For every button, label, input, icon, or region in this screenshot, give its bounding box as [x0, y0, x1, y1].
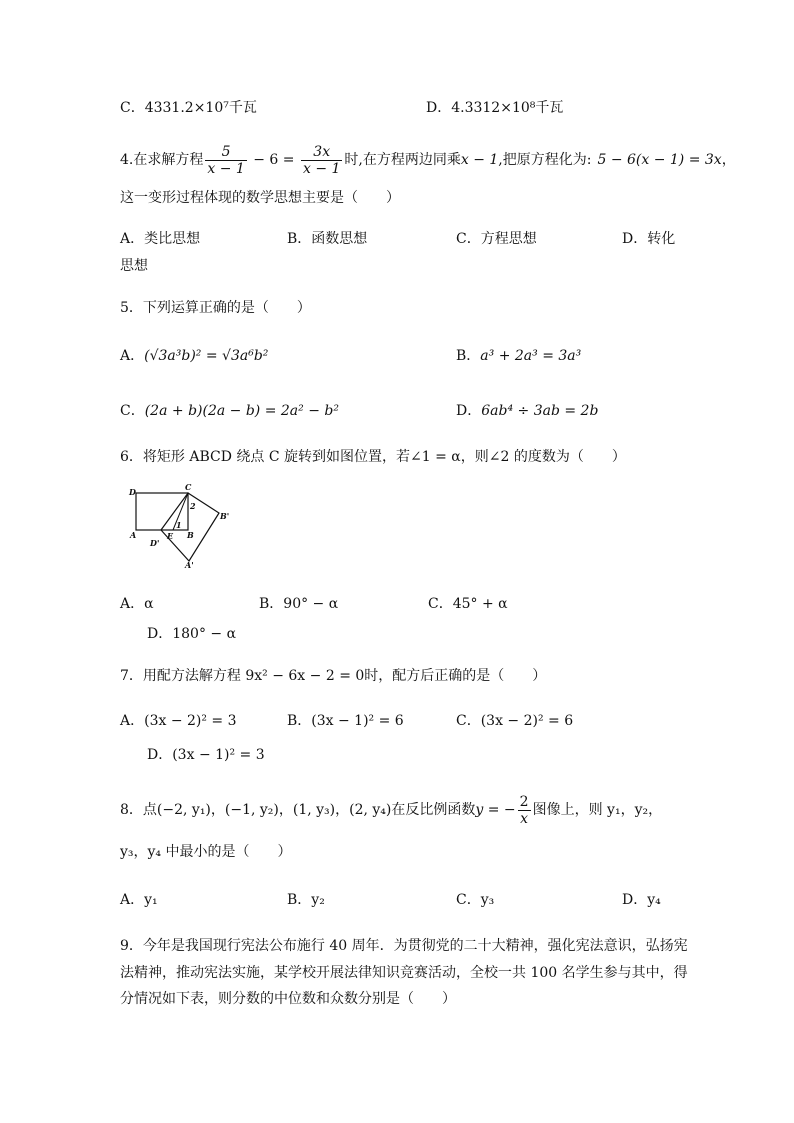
label-B: B — [187, 530, 194, 540]
q8-func-den: x — [520, 810, 529, 827]
q5-label-d: D． — [456, 403, 482, 419]
label-A: A — [130, 530, 137, 540]
q4-option-b: B．函数思想 — [287, 231, 368, 247]
q6-option-c: C．45° + α — [428, 596, 508, 612]
label-angle-2: 2 — [190, 501, 196, 511]
label-D: D — [129, 487, 136, 497]
q6-option-b: B．90° − α — [259, 596, 339, 612]
q5-label-a: A． — [120, 348, 145, 364]
q4-stem: 4.在求解方程 $\frac{5}{x - 1}$ − 6 = $\frac{3x}{x - 1}$ 时,在方程两边同乘x − 1,把原方程化为: 5 − 6(x − 1) = 3x， — [120, 143, 736, 177]
q7-option-c: C．(3x − 2)² = 6 — [456, 713, 574, 729]
q4-option-d: D．转化 — [622, 231, 676, 247]
rectangle-rotation-figure — [126, 484, 236, 570]
q4-stem-post: ,把原方程化为: — [498, 152, 592, 168]
q5-option-c — [120, 402, 339, 420]
q5-expr-a: (√3a³b)² = √3a⁶b² — [144, 348, 269, 364]
q9-line-3: 分情况如下表，则分数的中位数和众数分别是（ ） — [120, 991, 456, 1007]
label-D-prime: D' — [150, 538, 160, 548]
q8-option-d: D．y₄ — [622, 892, 661, 908]
q3-option-d: D．4.3312×10⁸千瓦 — [426, 100, 564, 116]
q4-result: 5 − 6(x − 1) = 3x — [597, 152, 722, 168]
q5-expr-c: (2a + b)(2a − b) = 2a² − b² — [144, 403, 339, 419]
q5-option-d — [456, 402, 598, 420]
q4-fraction-right: $\frac{3x}{x - 1}$ — [302, 143, 341, 177]
q6-stem: 6．将矩形 ABCD 绕点 C 旋转到如图位置，若∠1 = α，则∠2 的度数为（ ） — [120, 449, 626, 465]
q8-func-lhs: y = − — [475, 802, 516, 818]
q8-option-b: B．y₂ — [287, 892, 325, 908]
label-E: E — [167, 531, 174, 541]
label-C: C — [185, 484, 192, 492]
q5-label-b: B． — [456, 348, 481, 364]
q4-option-c: C．方程思想 — [456, 231, 537, 247]
q7-option-d: D．(3x − 1)² = 3 — [147, 747, 265, 763]
q4-line2: 这一变形过程体现的数学思想主要是（ ） — [120, 190, 400, 206]
q5-stem: 5．下列运算正确的是（ ） — [120, 300, 311, 316]
label-angle-1: 1 — [176, 520, 182, 530]
q5-option-a — [120, 347, 268, 365]
q5-expr-d: 6ab⁴ ÷ 3ab = 2b — [481, 403, 599, 419]
q5-label-c: C． — [120, 403, 145, 419]
q8-line2: y₃，y₄ 中最小的是（ ） — [120, 844, 292, 860]
q9-line-1: 9．今年是我国现行宪法公布施行 40 周年．为贯彻党的二十大精神，强化宪法意识，弘扬宪 — [120, 938, 688, 954]
label-A-prime: A' — [185, 560, 194, 570]
q5-option-b — [456, 347, 581, 365]
q8-option-c: C．y₃ — [456, 892, 495, 908]
q4-stem-mid: 时,在方程两边同乘 — [344, 152, 461, 168]
q4-stem-pre: 4.在求解方程 — [120, 152, 204, 168]
q4-fraction-left: $\frac{5}{x - 1}$ — [207, 143, 245, 177]
q4-option-a: A．类比思想 — [120, 231, 201, 247]
q4-option-d-wrap: 思想 — [120, 258, 148, 274]
q9-line-2: 法精神，推动宪法实施，某学校开展法律知识竞赛活动，全校一共 100 名学生参与其中，得 — [120, 965, 688, 981]
q4-multiplier: x − 1 — [460, 152, 499, 168]
q8-stem — [120, 791, 662, 829]
q7-option-a: A．(3x − 2)² = 3 — [120, 713, 237, 729]
q7-stem: 7．用配方法解方程 9x² − 6x − 2 = 0时，配方后正确的是（ ） — [120, 668, 547, 684]
q8-stem-pre: 8．点(−2, y₁)，(−1, y₂)，(1, y₃)，(2, y₄)在反比例函数 — [120, 802, 476, 818]
q6-option-a: A．α — [120, 596, 154, 612]
q8-func-fraction — [518, 794, 531, 827]
q8-func-num: 2 — [519, 793, 529, 810]
q6-option-d: D．180° − α — [147, 626, 237, 642]
q3-option-c: C．4331.2×10⁷千瓦 — [120, 100, 257, 116]
label-B-prime: B' — [220, 511, 230, 521]
q7-option-b: B．(3x − 1)² = 6 — [287, 713, 404, 729]
q8-option-a: A．y₁ — [120, 892, 158, 908]
q8-stem-post: 图像上，则 y₁，y₂， — [532, 802, 663, 818]
q5-expr-b: a³ + 2a³ = 3a³ — [480, 348, 582, 364]
